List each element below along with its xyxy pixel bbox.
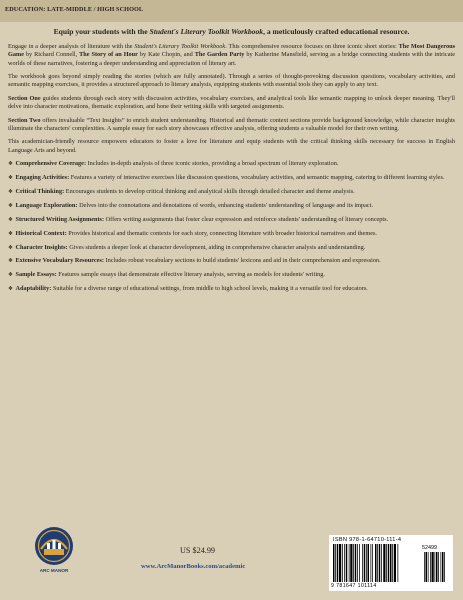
feature-item [8,188,455,196]
story-title-2: The Story of an Hour [79,51,138,59]
intro-text-b: . This comprehensive resource focuses on three iconic short stories: [225,43,399,50]
feature-title: Extensive Vocabulary Resources: [15,257,104,265]
feature-item [8,257,455,265]
feature-text: Features a variety of interactive exercises like discussion questions, vocabulary activities, and semantic mapping, catering to different learning styles. [69,174,445,182]
feature-text: Encourages students to develop critical thinking and analytical skills through detailed character and theme analysis. [64,187,355,195]
isbn-label: ISBN 978-1-64710-111-4 [333,537,402,543]
feature-item [8,202,455,210]
feature-text: Offers writing assignments that foster clear expression and reinforce students' understanding of literary concepts. [104,215,389,223]
headline [0,27,463,36]
bullet-icon: ❖ [8,216,13,223]
feature-title: Structured Writing Assignments: [15,215,105,223]
section-one-paragraph [8,95,455,112]
feature-title: Critical Thinking: [15,187,65,195]
headline-part-b: , a meticulously crafted educational resource. [263,27,410,36]
intro-text-d: by Kate Chopin, and [137,51,195,59]
feature-title: Historical Context: [15,229,67,237]
feature-title: Comprehensive Coverage: [15,160,87,168]
academic-paragraph: This academician-friendly resource empowers educators to foster a love for literature and equip students with the critical thinking skills necessary for success in English Language Arts and beyond. [8,138,455,154]
intro-text-c: by Richard Connell, [23,51,80,59]
story-title-3: The Garden Party [194,51,245,59]
bullet-icon: ❖ [8,161,13,168]
intro-paragraph [8,43,455,68]
feature-title: Sample Essays: [15,271,57,279]
feature-title: Character Insights: [15,243,68,251]
bullet-icon: ❖ [8,286,13,293]
section-one-label: Section One [8,94,41,102]
workbook-paragraph: The workbook goes beyond simply reading the stories (which are fully annotated). Through a series of thought-provoking discussion questions, vocabulary activities, and semantic mapping exercises, it provides a structured approach to literary analysis, equipping students with essential tools they can apply to any text. [8,73,455,89]
arc-manor-logo [33,525,75,575]
feature-title: Engaging Activities: [15,174,70,182]
isbn-barcode [329,535,453,591]
section-two-label: Section Two [8,116,41,124]
feature-text: Suitable for a diverse range of educational settings, from middle to high school levels, making it a versatile tool for educators. [51,285,368,293]
feature-title: Language Exploration: [15,201,78,209]
story-title-1: The Most Dangerous Game [8,43,455,59]
barcode-bars [332,544,452,584]
price: US $24.99 [180,546,216,555]
bullet-icon: ❖ [8,230,13,237]
feature-item [8,230,455,238]
feature-text: Provides historical and thematic contexts for each story, connecting literature with broader historical narratives and themes. [66,229,377,237]
feature-text: Features sample essays that demonstrate effective literary analysis, serving as models for students' writing. [56,271,325,279]
logo-text: ARC MANOR [39,568,69,573]
feature-text: Delves into the connotations and denotations of words, enhancing students' understanding of language and its impact. [77,201,374,209]
description-body [8,43,455,299]
intro-text-a: Engage in a deeper analysis of literature with the [8,43,135,50]
feature-item [8,216,455,224]
bullet-icon: ❖ [8,258,13,265]
feature-list [8,160,455,293]
feature-text: Includes in-depth analysis of three iconic stories, providing a broad spectrum of literary exploration. [86,160,339,168]
section-two-paragraph [8,117,455,134]
bullet-icon: ❖ [8,202,13,209]
section-two-text: offers invaluable “Text Insights” to enrich student understanding. Historical and thematic context sections provide background knowledge, while character insights illuminate the characters' complexities. A sample essay for each story showcases effective analysis, offering students a valuable model for their own writing. [8,116,455,132]
education-level-label: EDUCATION: LATE-MIDDLE / HIGH SCHOOL [5,6,144,13]
feature-item [8,285,455,293]
bullet-icon: ❖ [8,175,13,182]
bullet-icon: ❖ [8,272,13,279]
intro-book-title: Student's Literary Toolkit Workbook [134,43,226,50]
feature-text: Includes robust vocabulary sections to build students' lexicons and aid in their comprehension and expression. [103,257,381,265]
bullet-icon: ❖ [8,244,13,251]
publisher-url[interactable]: www.ArcManorBooks.com/academic [141,563,246,570]
feature-item [8,174,455,182]
headline-book-title: Student's Literary Toolkit Workbook [149,27,264,36]
bullet-icon: ❖ [8,188,13,195]
headline-part-a: Equip your students with the [53,27,150,36]
feature-item [8,271,455,279]
feature-item [8,160,455,168]
feature-item [8,244,455,252]
isbn-digits: 9 781647 101114 [331,583,377,589]
feature-text: Gives students a deeper look at character development, aiding in comprehensive character analysis and understanding. [67,243,366,251]
feature-title: Adaptability: [15,285,52,293]
intro-text-e: by Katherine Mansfield, serving as a bridge connecting students with the intricate worlds of these narratives, fostering a deeper understanding and appreciation of literary art. [8,51,455,67]
price-code: 52499 [422,545,437,551]
section-one-text: guides students through each story with discussion activities, vocabulary exercises, and analytical tools like semantic mapping to unlock deeper meaning. They'll delve into character motivations, thematic exploration, and hone their writing skills with targeted assignments. [8,94,455,111]
